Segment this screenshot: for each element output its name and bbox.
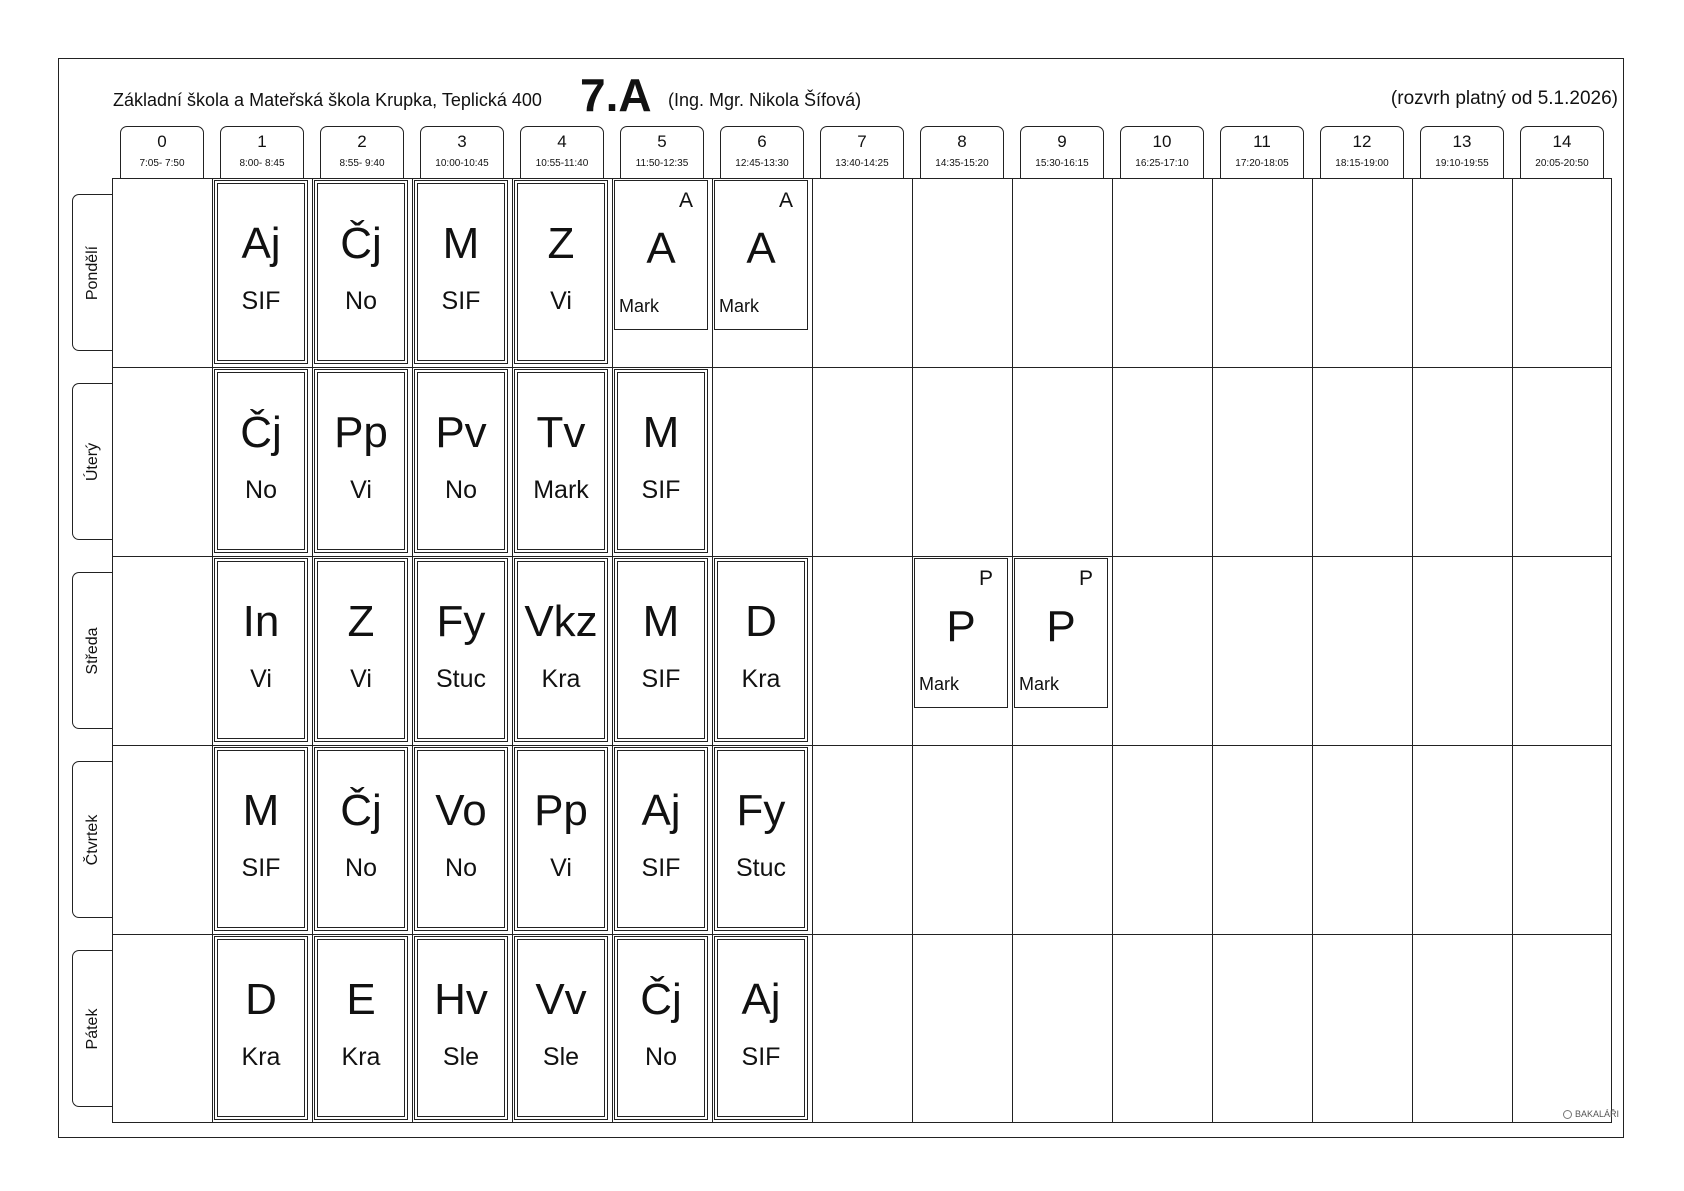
period-tab xyxy=(1220,126,1304,178)
period-number: 13 xyxy=(1452,132,1472,151)
period-tab xyxy=(320,126,404,178)
lesson-teacher: Mark xyxy=(619,296,659,316)
period-number: 14 xyxy=(1552,132,1572,151)
lesson-cell xyxy=(514,180,608,364)
lesson-teacher: Kra xyxy=(541,665,581,693)
lesson-subject: Tv xyxy=(536,408,586,457)
period-number: 6 xyxy=(757,132,767,151)
period-time: 7:05- 7:50 xyxy=(139,158,185,169)
lesson-subject: P xyxy=(1046,602,1076,651)
lesson-layer xyxy=(112,178,1612,1123)
lesson-subject: E xyxy=(346,975,376,1024)
lesson-teacher: No xyxy=(245,476,277,504)
lesson-cell xyxy=(414,369,508,553)
period-tab xyxy=(820,126,904,178)
lesson-cell xyxy=(514,558,608,742)
period-time: 18:15-19:00 xyxy=(1335,158,1389,169)
period-time: 10:55-11:40 xyxy=(535,158,589,169)
lesson-subject: Z xyxy=(547,219,575,268)
lesson-cell xyxy=(314,747,408,931)
lesson-teacher: Vi xyxy=(350,665,372,693)
lesson-cell xyxy=(414,558,508,742)
lesson-teacher: SIF xyxy=(241,854,281,882)
lesson-cell xyxy=(614,936,708,1120)
period-number: 11 xyxy=(1253,132,1271,151)
period-time: 20:05-20:50 xyxy=(1535,158,1589,169)
lesson-cell xyxy=(614,747,708,931)
lesson-teacher: Vi xyxy=(350,476,372,504)
group-name: A xyxy=(678,189,693,212)
lesson-teacher: No xyxy=(445,476,477,504)
period-time: 8:55- 9:40 xyxy=(339,158,385,169)
day-name: Úterý xyxy=(83,442,101,481)
lesson-subject: M xyxy=(642,408,680,457)
period-time: 12:45-13:30 xyxy=(735,158,789,169)
lesson-teacher: Stuc xyxy=(435,665,487,693)
lesson-subject: Z xyxy=(347,597,375,646)
lesson-teacher: SIF xyxy=(641,854,681,882)
lesson-teacher: Kra xyxy=(341,1043,381,1071)
period-number: 10 xyxy=(1152,132,1172,151)
lesson-cell xyxy=(414,747,508,931)
lesson-subject: Čj xyxy=(340,786,382,835)
period-time: 8:00- 8:45 xyxy=(239,158,285,169)
lesson-teacher: Sle xyxy=(442,1043,480,1071)
lesson-subject: M xyxy=(642,597,680,646)
lesson-teacher: Stuc xyxy=(735,854,787,882)
period-number: 4 xyxy=(557,132,567,151)
bakalari-logo xyxy=(1563,1109,1619,1119)
lesson-teacher: Vi xyxy=(550,854,572,882)
lesson-cell xyxy=(514,936,608,1120)
period-time: 16:25-17:10 xyxy=(1135,158,1189,169)
lesson-subject: Pv xyxy=(435,408,487,457)
group-lesson-cell xyxy=(614,180,708,330)
lesson-teacher: Kra xyxy=(741,665,781,693)
lesson-teacher: SIF xyxy=(641,665,681,693)
day-name: Středa xyxy=(83,626,101,675)
logo-text: BAKALÁŘI xyxy=(1575,1109,1620,1119)
lesson-teacher: SIF xyxy=(641,476,681,504)
day-tab xyxy=(72,383,112,540)
lesson-subject: Fy xyxy=(736,786,786,835)
lesson-subject: P xyxy=(946,602,976,651)
lesson-teacher: Vi xyxy=(550,287,572,315)
period-tab xyxy=(120,126,204,178)
lesson-subject: A xyxy=(746,224,776,273)
period-tab xyxy=(1420,126,1504,178)
lesson-teacher: SIF xyxy=(741,1043,781,1071)
lesson-subject: Čj xyxy=(240,408,282,457)
lesson-cell xyxy=(414,180,508,364)
group-name: A xyxy=(778,189,793,212)
class-teacher: (Ing. Mgr. Nikola Šífová) xyxy=(668,90,862,110)
lesson-cell xyxy=(214,747,308,931)
period-tab xyxy=(520,126,604,178)
lesson-teacher: No xyxy=(345,854,377,882)
lesson-teacher: SIF xyxy=(241,287,281,315)
period-tab xyxy=(720,126,804,178)
lesson-teacher: No xyxy=(445,854,477,882)
lesson-subject: Fy xyxy=(436,597,486,646)
lesson-teacher: Vi xyxy=(250,665,272,693)
lesson-cell xyxy=(214,369,308,553)
period-tab xyxy=(1520,126,1604,178)
lesson-subject: D xyxy=(745,597,777,646)
period-time: 14:35-15:20 xyxy=(935,158,989,169)
lesson-teacher: Mark xyxy=(919,674,959,694)
day-name: Pátek xyxy=(83,1008,101,1049)
lesson-cell xyxy=(714,936,808,1120)
lesson-teacher: Mark xyxy=(533,476,589,504)
lesson-cell xyxy=(514,369,608,553)
period-number: 8 xyxy=(957,132,967,151)
lesson-subject: In xyxy=(242,597,280,646)
period-tab xyxy=(1120,126,1204,178)
lesson-subject: Hv xyxy=(434,975,488,1024)
period-time: 13:40-14:25 xyxy=(835,158,889,169)
day-tab xyxy=(72,194,112,351)
lesson-cell xyxy=(414,936,508,1120)
validity-date: (rozvrh platný od 5.1.2026) xyxy=(1390,88,1618,109)
lesson-teacher: Kra xyxy=(241,1043,281,1071)
day-tab xyxy=(72,572,112,729)
period-number: 7 xyxy=(857,132,867,151)
lesson-cell xyxy=(314,180,408,364)
period-number: 5 xyxy=(657,132,667,151)
day-name: Čtvrtek xyxy=(83,814,101,865)
period-number: 9 xyxy=(1057,132,1067,151)
lesson-cell xyxy=(514,747,608,931)
period-time: 19:10-19:55 xyxy=(1435,158,1489,169)
lesson-subject: Aj xyxy=(241,219,281,268)
lesson-subject: Aj xyxy=(641,786,681,835)
lesson-teacher: No xyxy=(645,1043,677,1071)
lesson-subject: Vkz xyxy=(524,597,598,646)
period-tab xyxy=(1320,126,1404,178)
school-name: Základní škola a Mateřská škola Krupka, Teplická 400 xyxy=(113,90,542,110)
period-number: 0 xyxy=(157,132,167,151)
class-name: 7.A xyxy=(580,69,652,121)
lesson-cell xyxy=(314,558,408,742)
lesson-cell xyxy=(214,936,308,1120)
lesson-cell xyxy=(714,747,808,931)
period-number: 2 xyxy=(357,132,367,151)
lesson-subject: Vo xyxy=(435,786,487,835)
period-number: 1 xyxy=(257,132,267,151)
period-tab xyxy=(420,126,504,178)
period-time: 17:20-18:05 xyxy=(1235,158,1289,169)
lesson-teacher: Mark xyxy=(1019,674,1059,694)
period-time: 15:30-16:15 xyxy=(1035,158,1089,169)
group-name: P xyxy=(978,567,993,590)
bakalari-logo-icon xyxy=(1563,1110,1572,1119)
lesson-cell xyxy=(214,180,308,364)
group-lesson-cell xyxy=(714,180,808,330)
lesson-subject: Pp xyxy=(334,408,388,457)
lesson-cell xyxy=(314,369,408,553)
period-number: 3 xyxy=(457,132,467,151)
lesson-cell xyxy=(314,936,408,1120)
period-number: 12 xyxy=(1352,132,1372,151)
lesson-subject: A xyxy=(646,224,676,273)
period-tab xyxy=(1020,126,1104,178)
day-tab xyxy=(72,950,112,1107)
lesson-teacher: Mark xyxy=(719,296,759,316)
lesson-subject: Pp xyxy=(534,786,588,835)
lesson-subject: Aj xyxy=(741,975,781,1024)
group-lesson-cell xyxy=(1014,558,1108,708)
lesson-cell xyxy=(614,369,708,553)
period-tab xyxy=(620,126,704,178)
lesson-subject: M xyxy=(242,786,280,835)
lesson-subject: M xyxy=(442,219,480,268)
lesson-cell xyxy=(214,558,308,742)
lesson-teacher: No xyxy=(345,287,377,315)
period-tab xyxy=(920,126,1004,178)
lesson-cell xyxy=(714,558,808,742)
period-time: 10:00-10:45 xyxy=(435,158,489,169)
lesson-subject: D xyxy=(245,975,277,1024)
period-time: 11:50-12:35 xyxy=(635,158,689,169)
group-lesson-cell xyxy=(914,558,1008,708)
day-tab xyxy=(72,761,112,918)
lesson-subject: Vv xyxy=(535,975,587,1024)
lesson-teacher: SIF xyxy=(441,287,481,315)
lesson-teacher: Sle xyxy=(542,1043,580,1071)
lesson-subject: Čj xyxy=(340,219,382,268)
period-tab xyxy=(220,126,304,178)
day-name: Pondělí xyxy=(83,245,101,300)
lesson-subject: Čj xyxy=(640,975,682,1024)
lesson-cell xyxy=(614,558,708,742)
group-name: P xyxy=(1078,567,1093,590)
